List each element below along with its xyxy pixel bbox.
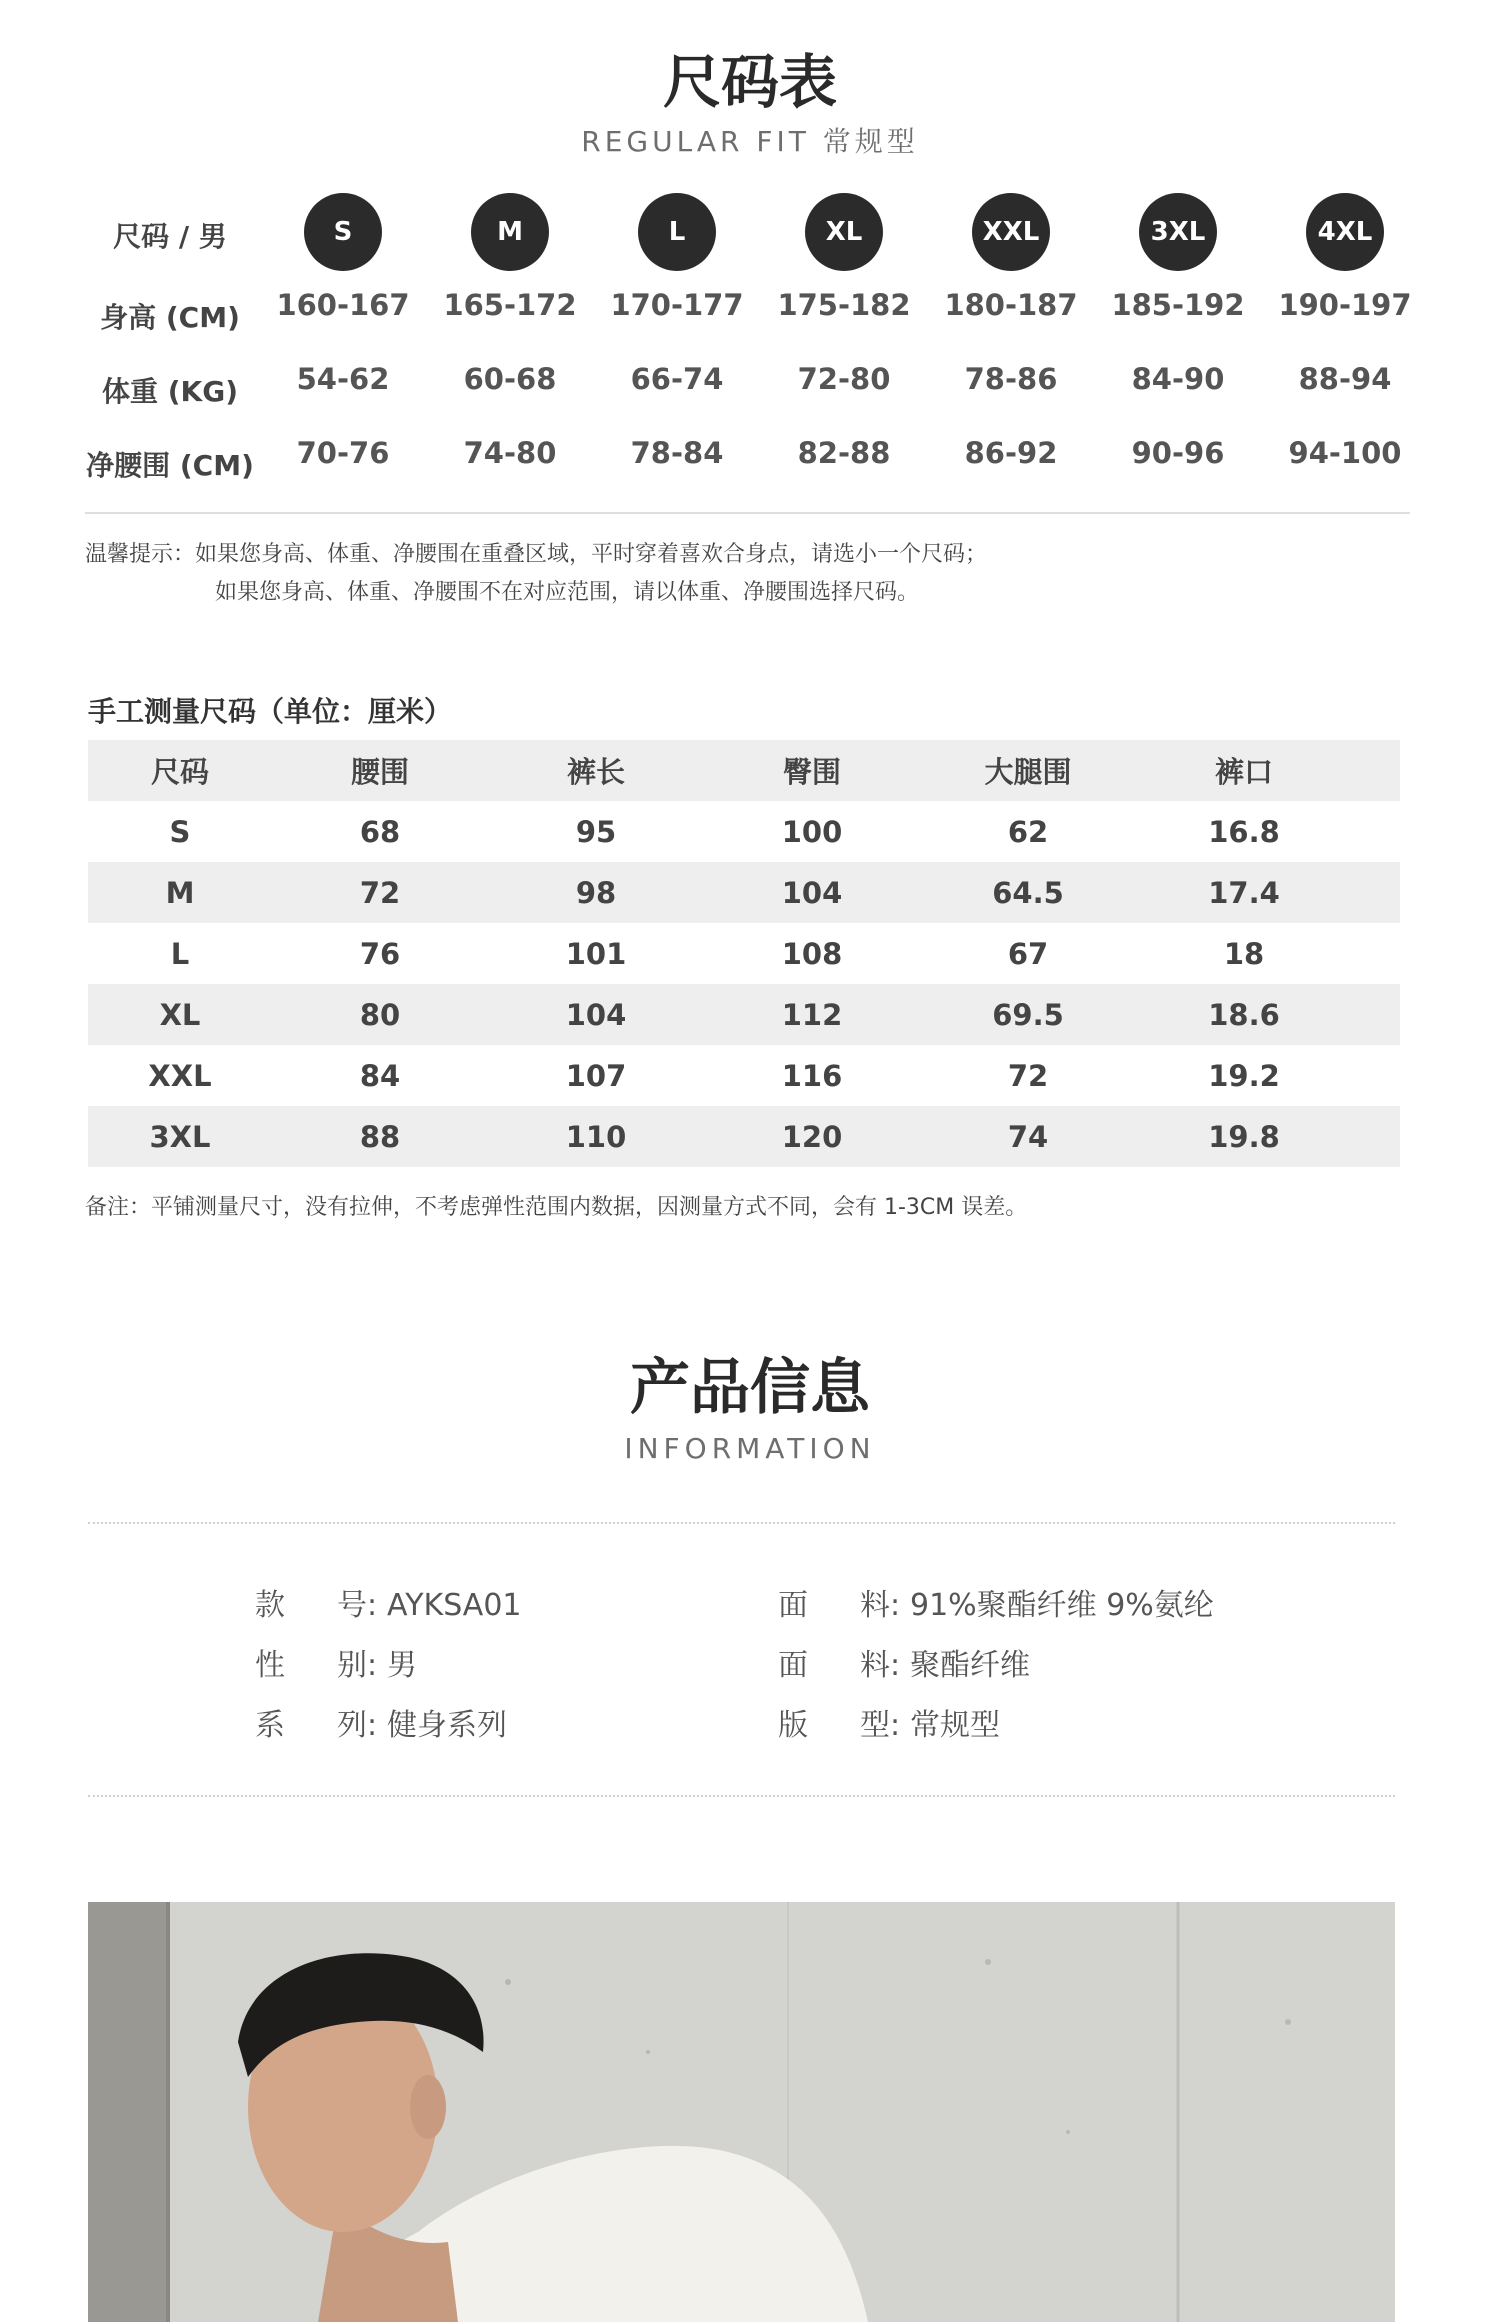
info-fit: 版 型: 常规型 [778,1708,1000,1743]
table-row [88,923,1400,984]
table-header: 裤长 [566,755,625,789]
table-header: 裤口 [1214,755,1273,789]
model-photo [88,1902,1395,2322]
table-cell: 18 [1223,936,1265,971]
size-badge-s: S [304,193,382,271]
height-value: 190-197 [1278,288,1412,322]
weight-value: 66-74 [630,362,724,396]
waist-value: 74-80 [463,436,557,470]
waist-value: 94-100 [1288,436,1402,470]
height-value: 180-187 [944,288,1078,322]
size-chart-subtitle: REGULAR FIT 常规型 [581,125,919,158]
product-title: 产品信息 [630,1353,870,1423]
waist-value: 82-88 [797,436,891,470]
table-row [88,984,1400,1045]
height-value: 175-182 [777,288,911,322]
table-cell: 72 [359,875,401,910]
table-cell: 62 [1007,814,1049,849]
table-cell: 18.6 [1208,997,1280,1032]
table-cell: 88 [359,1119,401,1154]
table-cell: 108 [781,936,843,971]
waist-value: 70-76 [296,436,390,470]
table-cell: 67 [1007,936,1049,971]
dotted-divider-top [88,1522,1395,1524]
info-value: 91%聚酯纤维 9%氨纶 [910,1588,1214,1623]
size-badge-3xl: 3XL [1139,193,1217,271]
table-cell: 17.4 [1208,875,1280,910]
waist-value: 78-84 [630,436,724,470]
size-badge-l: L [638,193,716,271]
table-header: 腰围 [350,755,409,789]
table-cell: 98 [575,875,617,910]
height-value: 165-172 [443,288,577,322]
table-cell: 3XL [149,1119,211,1154]
size-badge-xxl: XXL [972,193,1050,271]
weight-value: 78-86 [964,362,1058,396]
table-cell: 120 [781,1119,843,1154]
tip-line-2: 如果您身高、体重、净腰围不在对应范围，请以体重、净腰围选择尺码。 [215,580,920,605]
weight-value: 84-90 [1131,362,1225,396]
size-badge-xl: XL [805,193,883,271]
table-row [88,1045,1400,1106]
weight-value: 54-62 [296,362,390,396]
info-gender: 性 别: 男 [255,1648,417,1683]
table-header: 大腿围 [984,755,1072,789]
size-badge-4xl: 4XL [1306,193,1384,271]
info-series: 系 列: 健身系列 [255,1708,507,1743]
info-fabric-2: 面 料: 聚酯纤维 [778,1648,1030,1683]
table-cell: 64.5 [992,875,1064,910]
info-fabric: 面 料: 91%聚酯纤维 9%氨纶 [778,1588,1214,1623]
measure-title: 手工测量尺码（单位：厘米） [88,695,453,728]
table-row [88,862,1400,923]
table-cell: 68 [359,814,401,849]
info-value: 常规型 [910,1708,1000,1743]
table-header: 臀围 [782,755,841,789]
table-cell: M [165,875,195,910]
waist-value: 86-92 [964,436,1058,470]
weight-value: 88-94 [1298,362,1392,396]
table-cell: 104 [781,875,843,910]
info-value: 聚酯纤维 [910,1648,1030,1683]
table-cell: XXL [148,1058,212,1093]
table-cell: 95 [575,814,617,849]
table-cell: 69.5 [992,997,1064,1032]
info-value: 健身系列 [387,1708,507,1743]
info-value: AYKSA01 [387,1588,522,1623]
table-header: 尺码 [150,755,209,789]
table-cell: XL [159,997,201,1032]
waist-value: 90-96 [1131,436,1225,470]
height-value: 160-167 [276,288,410,322]
table-cell: 101 [565,936,627,971]
measure-table [88,740,1400,1167]
height-value: 170-177 [610,288,744,322]
table-cell: 16.8 [1208,814,1280,849]
waist-label: 净腰围 (CM) [86,449,254,482]
measure-remark: 备注：平铺测量尺寸，没有拉伸，不考虑弹性范围内数据，因测量方式不同，会有 1-3CM 误差。 [85,1195,1028,1220]
weight-label: 体重 (KG) [101,375,239,408]
height-label: 身高 (CM) [100,301,240,334]
tip-line-1: 温馨提示：如果您身高、体重、净腰围在重叠区域，平时穿着喜欢合身点，请选小一个尺码； [85,542,988,567]
table-cell: 19.8 [1208,1119,1280,1154]
table-cell: 116 [781,1058,843,1093]
table-header-row [88,740,1400,801]
table-cell: 110 [565,1119,627,1154]
table-cell: 80 [359,997,401,1032]
table-cell: 76 [359,936,401,971]
table-cell: 72 [1007,1058,1049,1093]
model-photo-illustration [88,1902,1395,2322]
table-row [88,1106,1400,1167]
weight-value: 72-80 [797,362,891,396]
table-cell: 112 [781,997,843,1032]
weight-value: 60-68 [463,362,557,396]
divider [85,512,1410,514]
table-cell: 74 [1007,1119,1049,1154]
product-subtitle: INFORMATION [624,1432,876,1465]
table-cell: L [170,936,190,971]
height-value: 185-192 [1111,288,1245,322]
table-cell: 19.2 [1208,1058,1280,1093]
table-cell: 104 [565,997,627,1032]
table-cell: 100 [781,814,843,849]
table-cell: S [169,814,191,849]
size-badge-m: M [471,193,549,271]
size-chart-title: 尺码表 [662,48,837,116]
table-cell: 84 [359,1058,401,1093]
info-style-no: 款 号: AYKSA01 [255,1588,522,1623]
table-cell: 107 [565,1058,627,1093]
table-row [88,801,1400,862]
size-row-label: 尺码 / 男 [113,220,227,253]
dotted-divider-bottom [88,1795,1395,1797]
info-value: 男 [387,1648,417,1683]
